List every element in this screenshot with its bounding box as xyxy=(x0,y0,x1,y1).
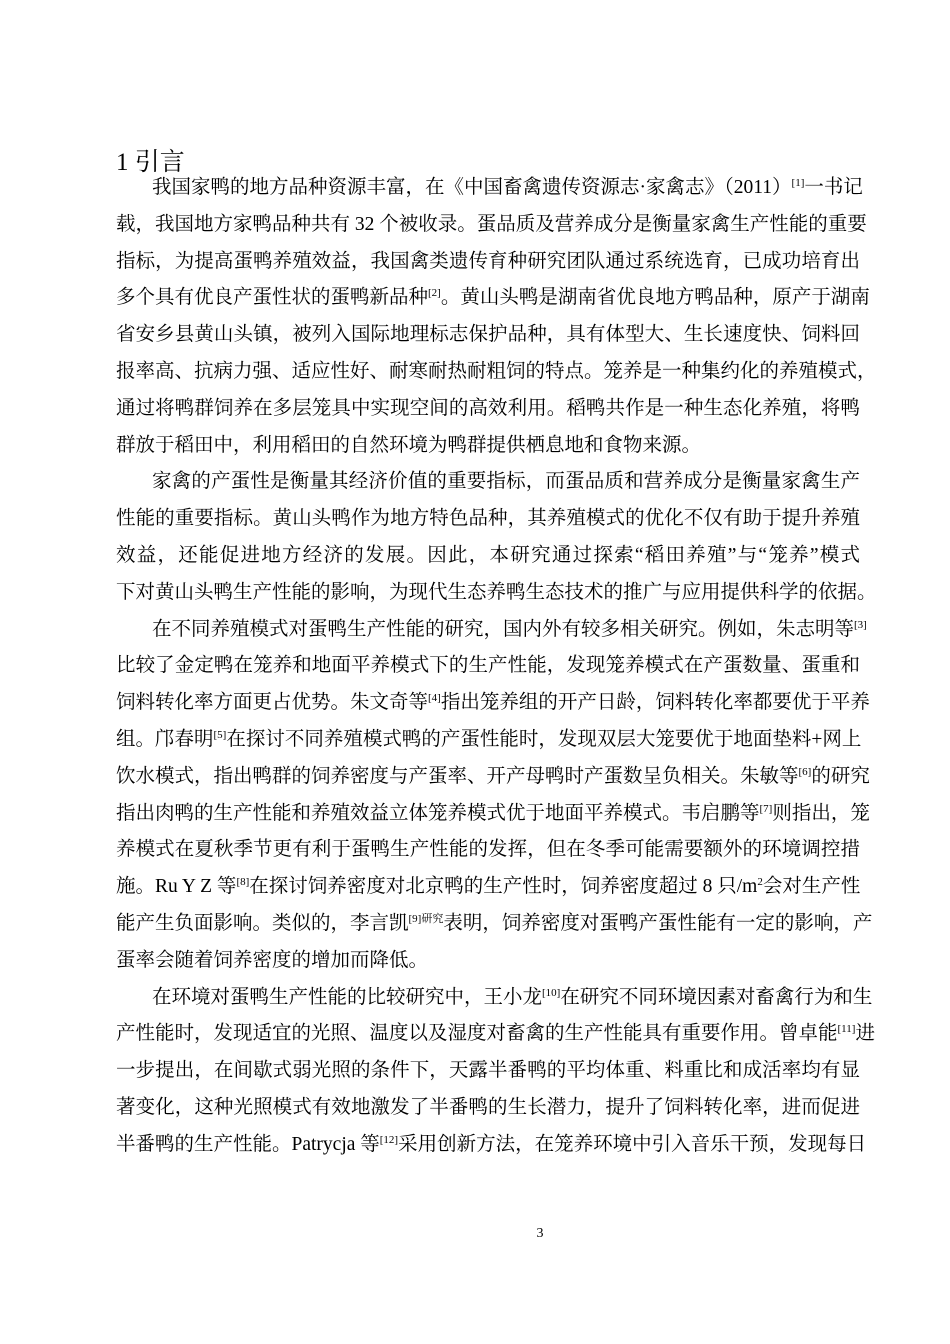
citation-superscript: [1] xyxy=(791,177,805,189)
text-segment: 指出笼养组的开产日龄，饲料转化率都要优于平养 xyxy=(440,692,870,714)
text-line xyxy=(116,1053,860,1090)
text-segment: 著变化，这种光照模式有效地激发了半番鸭的生长潜力，提升了饲料转化率，进而促进 xyxy=(116,1096,860,1118)
text-segment: 家禽的产蛋性是衡量其经济价值的重要指标，而蛋品质和营养成分是衡量家禽生产 xyxy=(152,471,860,493)
text-segment: 一步提出，在间歇式弱光照的条件下，天露半番鸭的平均体重、料重比和成活率均有显 xyxy=(116,1060,860,1082)
text-line xyxy=(116,1090,860,1127)
text-segment: 在环境对蛋鸭生产性能的比较研究中，王小龙 xyxy=(152,986,543,1008)
text-line xyxy=(116,1016,875,1053)
text-segment: 表明，饲养密度对蛋鸭产蛋性能有一定的影响，产 xyxy=(443,912,873,934)
page-number: 3 xyxy=(536,1226,544,1241)
text-segment: 载，我国地方家鸭品种共有 32 个被收录。蛋品质及营养成分是衡量家禽生产性能的重要 xyxy=(116,213,867,235)
citation-superscript: [8] xyxy=(236,876,250,889)
text-segment: 在探讨不同养殖模式鸭的产蛋性能时，发现双层大笼要优于地面垫料+网上 xyxy=(226,728,862,750)
text-segment: 通过将鸭群饲养在多层笼具中实现空间的高效利用。稻鸭共作是一种生态化养殖，将鸭 xyxy=(116,397,860,419)
text-segment: 则指出，笼 xyxy=(772,802,870,824)
paragraph xyxy=(116,612,873,980)
text-line xyxy=(116,501,860,538)
text-line xyxy=(116,280,870,317)
text-segment: 在不同养殖模式对蛋鸭生产性能的研究，国内外有较多相关研究。例如，朱志明等 xyxy=(152,618,855,640)
text-line xyxy=(116,980,873,1017)
text-segment: 下对黄山头鸭生产性能的影响，为现代生态养鸭生态技术的推广与应用提供科学的依据。 xyxy=(116,581,877,603)
citation-superscript: [2] xyxy=(428,287,441,300)
text-segment: 指出肉鸭的生产性能和养殖效益立体笼养模式优于地面平养模式。韦启鹏等 xyxy=(116,802,760,824)
text-line xyxy=(116,207,867,244)
citation-superscript: [9]研究 xyxy=(408,912,444,925)
text-segment: 性能的重要指标。黄山头鸭作为地方特色品种，其养殖模式的优化不仅有助于提升养殖 xyxy=(116,508,860,530)
text-segment: 。黄山头鸭是湖南省优良地方鸭品种，原产于湖南 xyxy=(440,287,870,309)
text-segment: 省安乡县黄山头镇，被列入国际地理标志保护品种，具有体型大、生长速度快、饲料回 xyxy=(116,324,860,346)
document-body xyxy=(116,170,877,1164)
citation-superscript: 2 xyxy=(757,876,763,889)
text-segment: 进 xyxy=(855,1023,875,1045)
text-segment: 在探讨饲养密度对北京鸭的生产性时，饲养密度超过 8 只/m xyxy=(249,876,758,898)
text-line xyxy=(116,832,860,869)
paragraph xyxy=(116,170,877,464)
text-line xyxy=(116,612,867,649)
citation-superscript: [11] xyxy=(837,1023,856,1036)
text-line xyxy=(116,428,860,465)
citation-superscript: [7] xyxy=(759,802,773,815)
citation-superscript: [3] xyxy=(854,618,867,631)
text-line xyxy=(116,538,860,575)
text-segment: 多个具有优良产蛋性状的蛋鸭新品种 xyxy=(116,287,429,309)
text-line xyxy=(116,648,860,685)
text-segment: 的研究 xyxy=(811,765,870,787)
citation-superscript: [5] xyxy=(213,728,227,741)
text-line xyxy=(116,759,870,796)
citation-superscript: [12] xyxy=(379,1133,399,1146)
text-segment: 饲料转化率方面更占优势。朱文奇等 xyxy=(116,692,429,714)
text-segment: 能产生负面影响。类似的，李言凯 xyxy=(116,912,409,934)
text-segment: 产性能时，发现适宜的光照、温度以及湿度对畜禽的生产性能具有重要作用。曾卓能 xyxy=(116,1023,838,1045)
citation-superscript: [10] xyxy=(542,986,561,999)
text-line xyxy=(116,796,870,833)
text-segment: 组。邝春明 xyxy=(116,728,214,750)
text-segment: 报率高、抗病力强、适应性好、耐寒耐热耐粗饲的特点。笼养是一种集约化的养殖模式， xyxy=(116,360,877,382)
text-line xyxy=(116,575,877,612)
text-segment: 施。Ru Y Z 等 xyxy=(116,876,237,898)
text-segment: 半番鸭的生产性能。Patrycja 等 xyxy=(116,1133,380,1155)
section-heading: 1 引言 xyxy=(116,149,185,176)
citation-superscript: [4] xyxy=(428,692,441,705)
text-segment: 我国家鸭的地方品种资源丰富，在《中国畜禽遗传资源志·家禽志》（2011） xyxy=(152,177,792,198)
text-segment: 蛋率会随着饲养密度的增加而降低。 xyxy=(116,949,429,971)
text-line xyxy=(116,1127,867,1164)
text-line xyxy=(116,317,860,354)
text-line xyxy=(116,244,860,281)
text-segment: 一书记 xyxy=(804,177,863,198)
citation-superscript: [6] xyxy=(798,765,812,778)
text-segment: 饮水模式，指出鸭群的饲养密度与产蛋率、开产母鸭时产蛋数呈负相关。朱敏等 xyxy=(116,765,799,787)
text-segment: 采用创新方法，在笼养环境中引入音乐干预，发现每日 xyxy=(398,1133,867,1155)
text-segment: 会对生产性 xyxy=(762,876,861,898)
text-line xyxy=(116,869,860,906)
text-segment: 比较了金定鸭在笼养和地面平养模式下的生产性能，发现笼养模式在产蛋数量、蛋重和 xyxy=(116,655,860,677)
text-segment: 群放于稻田中，利用稻田的自然环境为鸭群提供栖息地和食物来源。 xyxy=(116,434,702,456)
text-line xyxy=(116,170,863,207)
text-line xyxy=(116,685,870,722)
text-segment: 效益，还能促进地方经济的发展。因此，本研究通过探索“稻田养殖”与“笼养”模式 xyxy=(116,544,860,566)
text-line xyxy=(116,722,860,759)
text-line xyxy=(116,943,860,980)
paragraph xyxy=(116,980,875,1164)
text-segment: 指标，为提高蛋鸭养殖效益，我国禽类遗传育种研究团队通过系统选育，已成功培育出 xyxy=(116,250,860,272)
text-line xyxy=(116,391,860,428)
paragraph xyxy=(116,464,877,611)
text-line xyxy=(116,464,860,501)
text-segment: 在研究不同环境因素对畜禽行为和生 xyxy=(560,986,873,1008)
text-line xyxy=(116,354,877,391)
text-segment: 养模式在夏秋季节更有利于蛋鸭生产性能的发挥，但在冬季可能需要额外的环境调控措 xyxy=(116,839,860,861)
text-line xyxy=(116,906,873,943)
